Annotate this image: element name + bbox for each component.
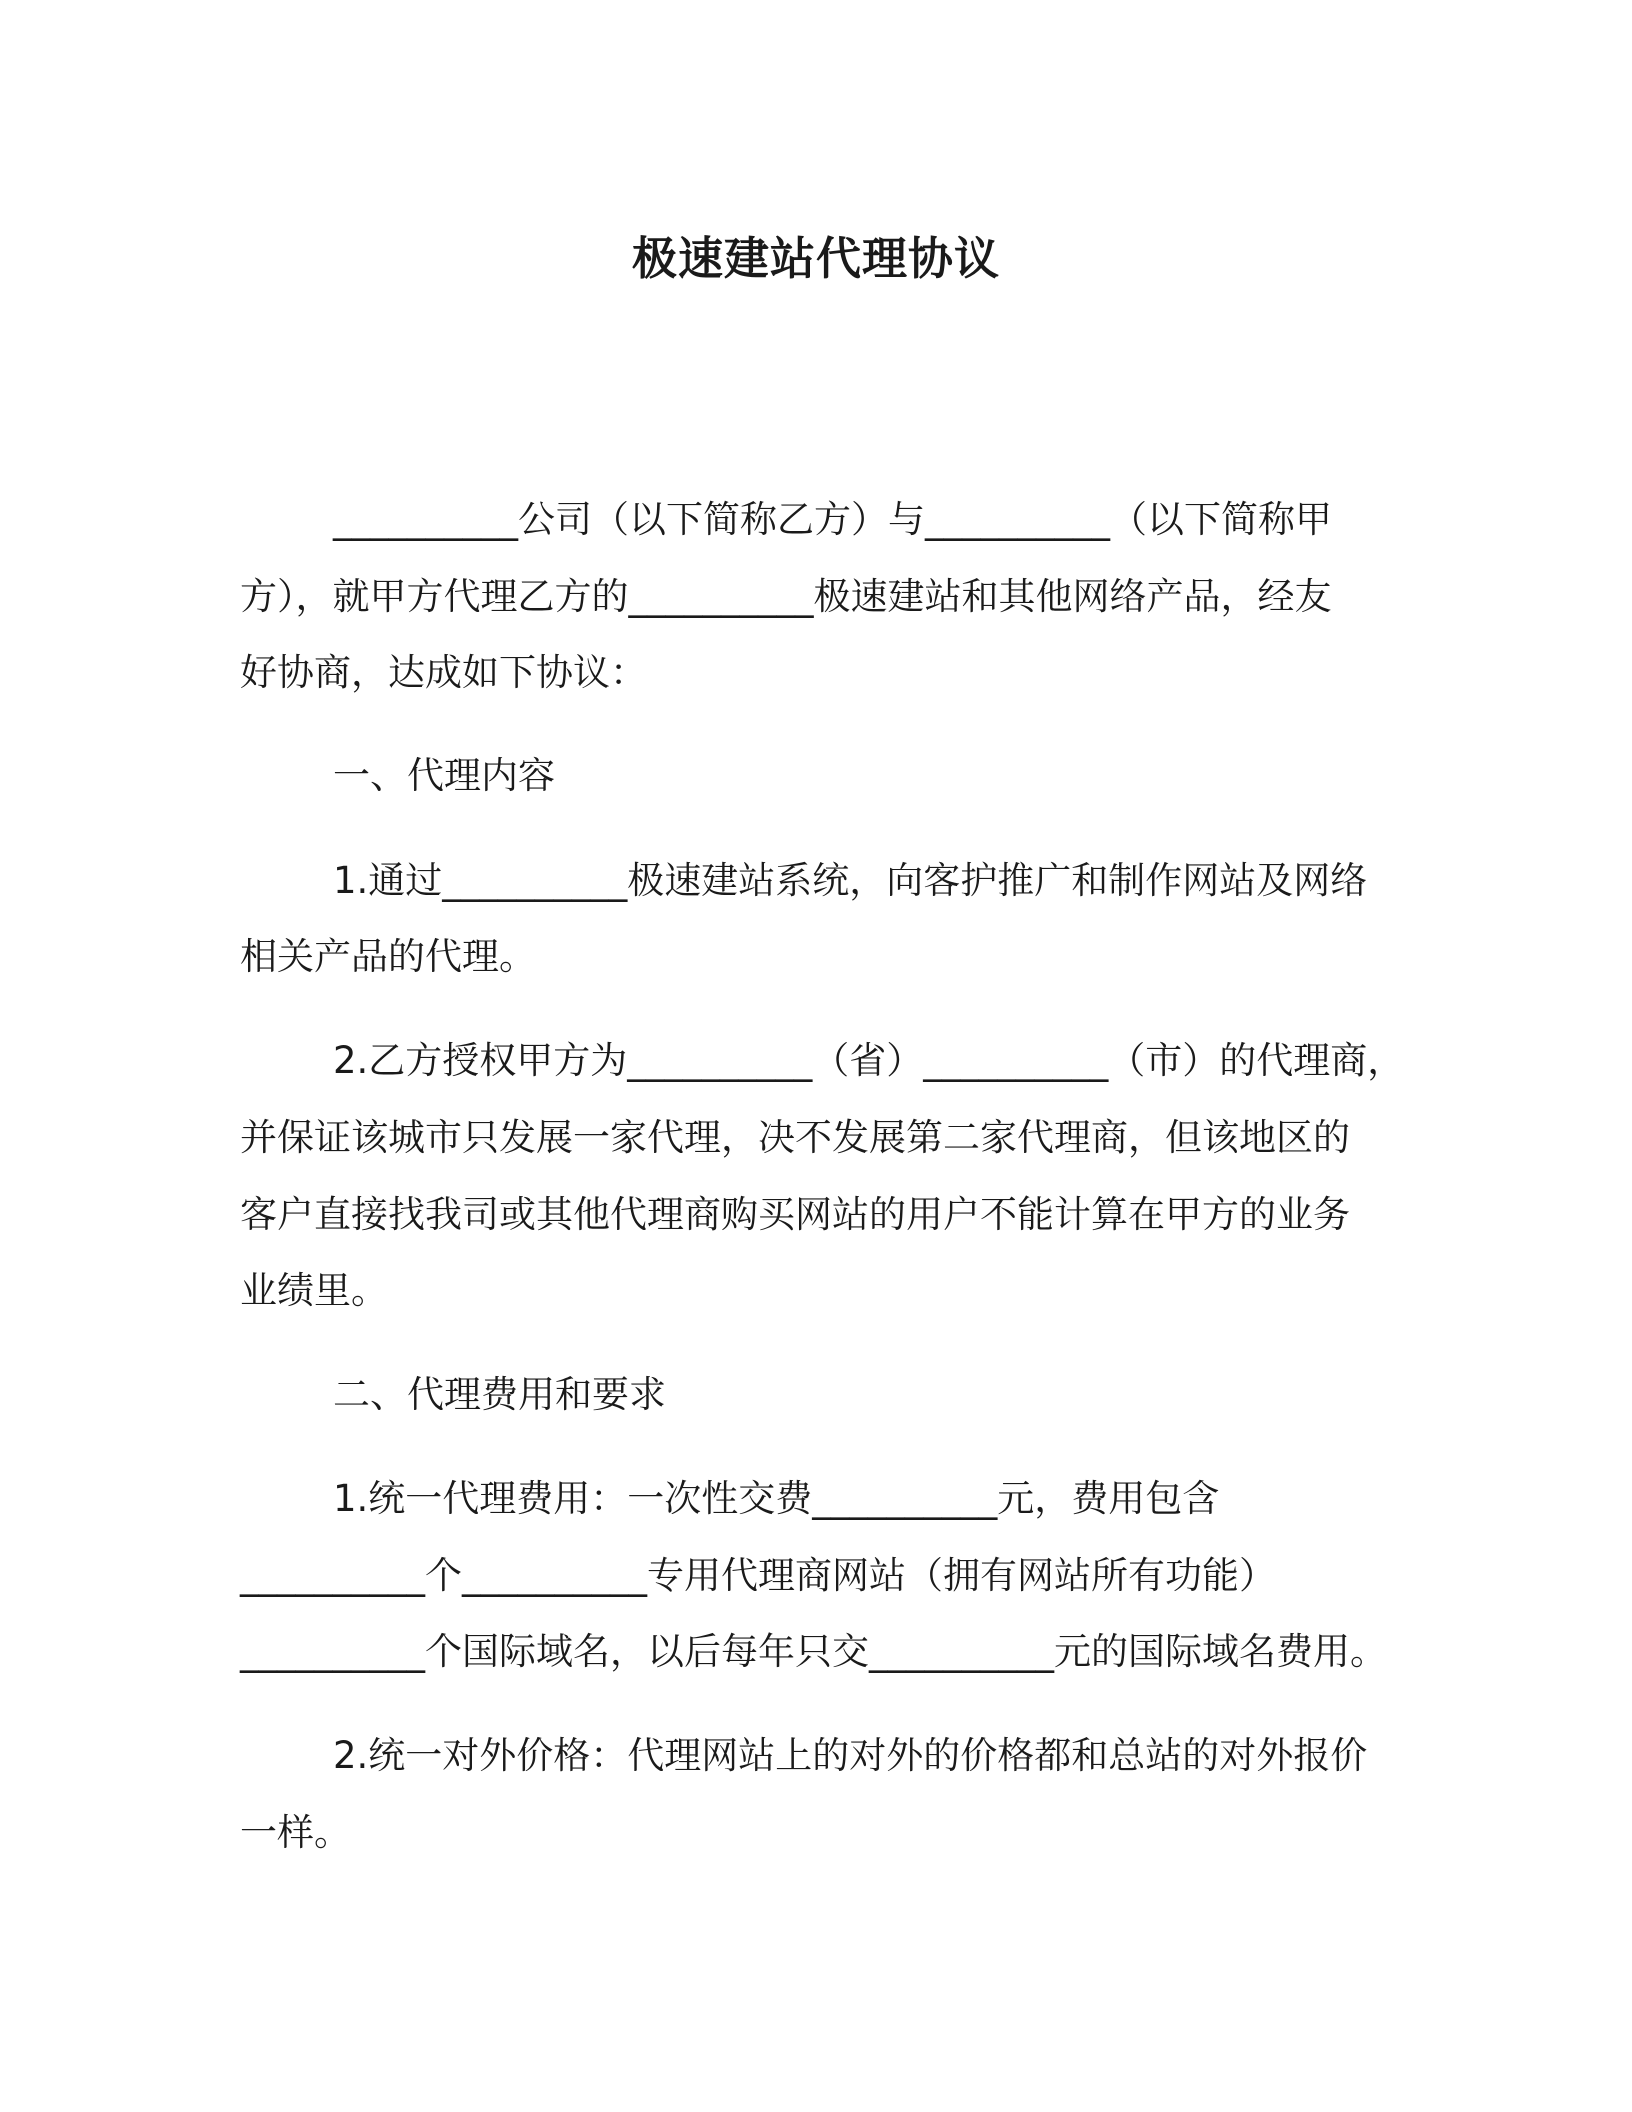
clause-2-1-line-2: __________个__________专用代理商网站（拥有网站所有功能） bbox=[240, 1554, 1276, 1597]
clause-1-2-line-4: 业绩里。 bbox=[240, 1269, 388, 1312]
clause-2-2-line-1: 2.统一对外价格：代理网站上的对外的价格都和总站的对外报价 bbox=[333, 1734, 1368, 1777]
clause-1-2-line-3: 客户直接找我司或其他代理商购买网站的用户不能计算在甲方的业务 bbox=[240, 1193, 1350, 1236]
clause-2-1-line-1: 1.统一代理费用：一次性交费__________元，费用包含 bbox=[333, 1477, 1220, 1520]
section-heading-2: 二、代理费用和要求 bbox=[333, 1373, 666, 1416]
clause-2-2-line-2: 一样。 bbox=[240, 1811, 351, 1854]
clause-1-1-line-1: 1.通过__________极速建站系统，向客护推广和制作网站及网络 bbox=[333, 859, 1368, 902]
clause-1-1-line-2: 相关产品的代理。 bbox=[240, 935, 536, 978]
intro-line-1: __________公司（以下简称乙方）与__________（以下简称甲 bbox=[333, 498, 1332, 541]
intro-line-3: 好协商，达成如下协议： bbox=[240, 651, 647, 694]
clause-1-2-line-2: 并保证该城市只发展一家代理，决不发展第二家代理商，但该地区的 bbox=[240, 1116, 1350, 1159]
clause-1-2-line-1: 2.乙方授权甲方为__________（省）__________（市）的代理商， bbox=[333, 1039, 1405, 1082]
intro-line-2: 方），就甲方代理乙方的__________极速建站和其他网络产品，经友 bbox=[240, 575, 1332, 618]
document-title: 极速建站代理协议 bbox=[631, 232, 1000, 285]
clause-2-1-line-3: __________个国际域名，以后每年只交__________元的国际域名费用。 bbox=[240, 1630, 1387, 1673]
section-heading-1: 一、代理内容 bbox=[333, 754, 555, 797]
